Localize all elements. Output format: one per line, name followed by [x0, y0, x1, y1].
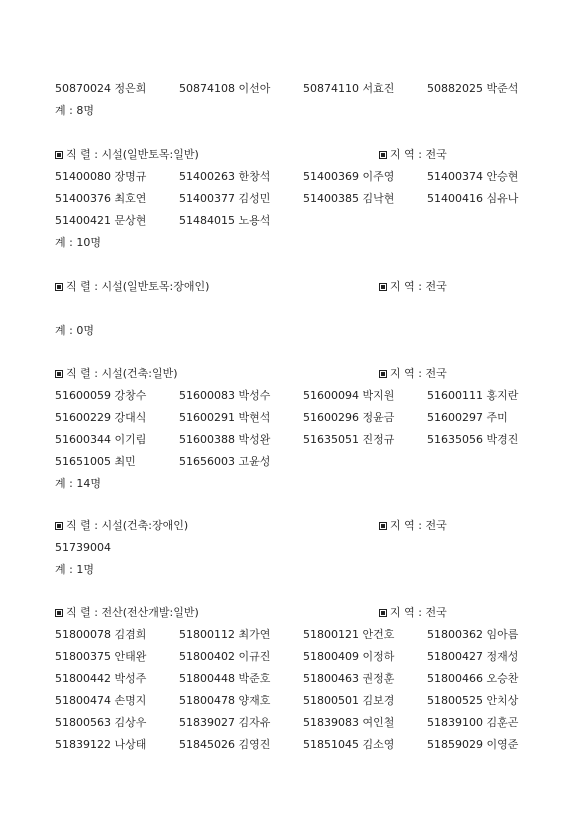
checkbox-marker-icon: [55, 522, 63, 530]
total-count: 계 : 14명: [55, 477, 101, 490]
list-row: [55, 191, 535, 207]
list-item: 51839100 김훈곤: [427, 716, 519, 729]
list-row: [55, 627, 535, 643]
list-item: 51600083 박성수: [179, 389, 271, 402]
list-item: 51600059 강창수: [55, 389, 147, 402]
list-item: 50882025 박준석: [427, 82, 519, 95]
list-item: 51400421 문상현: [55, 214, 147, 227]
checkbox-marker-icon: [379, 522, 387, 530]
region-label: 지 역 : 전국: [390, 606, 447, 619]
list-item: 51845026 김영진: [179, 738, 271, 751]
section-header: [55, 279, 535, 295]
checkbox-marker-icon: [379, 151, 387, 159]
job-series-label: 직 렬 : 시설(일반토목:일반): [66, 148, 199, 161]
list-item: 51600296 정윤금: [303, 411, 395, 424]
list-item: 51800427 정재성: [427, 650, 519, 663]
list-item: 51635051 진정규: [303, 433, 395, 446]
list-row: [55, 388, 535, 404]
checkbox-marker-icon: [55, 151, 63, 159]
list-item: 51800442 박성주: [55, 672, 147, 685]
total-count: 계 : 1명: [55, 563, 94, 576]
checkbox-marker-icon: [379, 370, 387, 378]
list-row: [55, 432, 535, 448]
list-item: 51800448 박준호: [179, 672, 271, 685]
checkbox-marker-icon: [379, 283, 387, 291]
list-row: [55, 737, 535, 753]
list-item: 51400374 안승현: [427, 170, 519, 183]
list-item: 51839122 나상태: [55, 738, 147, 751]
list-item: 51800525 안치상: [427, 694, 519, 707]
list-item: 51400376 최호연: [55, 192, 147, 205]
list-item: 50870024 정은희: [55, 82, 147, 95]
section-header: [55, 605, 535, 621]
list-item: 51651005 최민: [55, 455, 136, 468]
list-item: 51484015 노용석: [179, 214, 271, 227]
list-item: 51739004: [55, 541, 111, 554]
list-item: 51600111 홍지란: [427, 389, 519, 402]
list-item: 51400377 김성민: [179, 192, 271, 205]
list-row: [55, 671, 535, 687]
list-item: 51600297 주미: [427, 411, 508, 424]
list-row: [55, 649, 535, 665]
total-count: 계 : 8명: [55, 104, 94, 117]
checkbox-marker-icon: [55, 370, 63, 378]
list-item: 51800474 손명지: [55, 694, 147, 707]
list-item: 50874108 이선아: [179, 82, 271, 95]
list-item: 51800563 김상우: [55, 716, 147, 729]
list-item: 51656003 고윤성: [179, 455, 271, 468]
checkbox-marker-icon: [55, 609, 63, 617]
list-item: 51800121 안건호: [303, 628, 395, 641]
list-item: 51400416 심유나: [427, 192, 519, 205]
list-item: 51800375 안태완: [55, 650, 147, 663]
list-item: 51400080 장명규: [55, 170, 147, 183]
list-item: 51400369 이주영: [303, 170, 395, 183]
list-item: 51400263 한창석: [179, 170, 271, 183]
job-series-label: 직 렬 : 시설(건축:장애인): [66, 519, 189, 532]
list-item: 51600388 박성완: [179, 433, 271, 446]
region-label: 지 역 : 전국: [390, 280, 447, 293]
region-label: 지 역 : 전국: [390, 367, 447, 380]
list-item: 51800112 최가연: [179, 628, 271, 641]
list-row: [55, 410, 535, 426]
list-row: [55, 693, 535, 709]
list-item: 51600291 박현석: [179, 411, 271, 424]
section-header: [55, 147, 535, 163]
list-item: 51800501 김보경: [303, 694, 395, 707]
list-item: 51400385 김낙현: [303, 192, 395, 205]
list-item: 51839083 여인철: [303, 716, 395, 729]
list-item: 51600344 이기림: [55, 433, 147, 446]
list-row: [55, 213, 535, 229]
region-label: 지 역 : 전국: [390, 148, 447, 161]
list-item: 51600229 강대식: [55, 411, 147, 424]
checkbox-marker-icon: [379, 609, 387, 617]
total-count: 계 : 10명: [55, 236, 101, 249]
list-row: [55, 169, 535, 185]
list-item: 51800402 이규진: [179, 650, 271, 663]
list-item: 51800463 권정훈: [303, 672, 395, 685]
list-item: 51800409 이정하: [303, 650, 395, 663]
list-item: 51851045 김소영: [303, 738, 395, 751]
total-count: 계 : 0명: [55, 324, 94, 337]
list-row: [55, 715, 535, 731]
list-item: 51800466 오승찬: [427, 672, 519, 685]
job-series-label: 직 렬 : 시설(건축:일반): [66, 367, 178, 380]
list-item: 51859029 이영준: [427, 738, 519, 751]
list-row: [55, 454, 535, 470]
list-item: 51800362 임아름: [427, 628, 519, 641]
job-series-label: 직 렬 : 전산(전산개발:일반): [66, 606, 199, 619]
section-header: [55, 518, 535, 534]
list-item: 51635056 박경진: [427, 433, 519, 446]
checkbox-marker-icon: [55, 283, 63, 291]
section-header: [55, 366, 535, 382]
list-item: 51800478 양재호: [179, 694, 271, 707]
region-label: 지 역 : 전국: [390, 519, 447, 532]
job-series-label: 직 렬 : 시설(일반토목:장애인): [66, 280, 210, 293]
list-item: 51600094 박지원: [303, 389, 395, 402]
list-item: 51839027 김자유: [179, 716, 271, 729]
list-item: 50874110 서효진: [303, 82, 395, 95]
list-row: [55, 81, 535, 97]
list-item: 51800078 김겸희: [55, 628, 147, 641]
